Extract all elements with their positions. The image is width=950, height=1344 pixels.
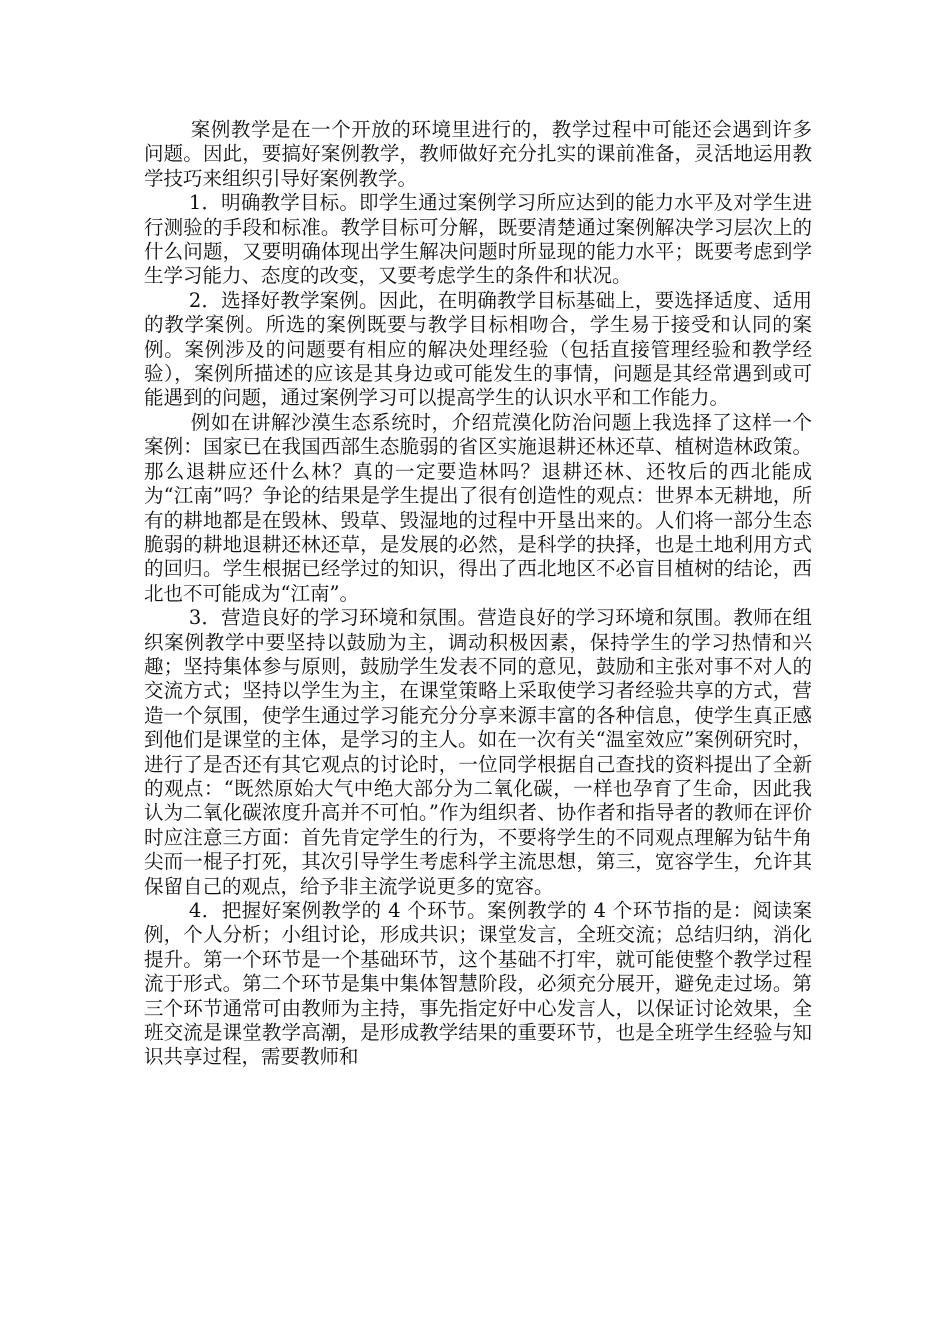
paragraph-intro: 案例教学是在一个开放的环境里进行的，教学过程中可能还会遇到许多问题。因此，要搞好案例教学，教师做好充分扎实的课前准备，灵活地运用教学技巧来组织引导好案例教学。 <box>144 118 812 190</box>
paragraph-point-4: 4．把握好案例教学的 4 个环节。案例教学的 4 个环节指的是：阅读案例，个人分析；小组讨论，形成共识；课堂发言，全班交流；总结归纳，消化提升。第一个环节是一个基础环节，这个基础不打牢，就可能使整个教学过程流于形式。第二个环节是集中集体智慧阶段，必须充分展开，避免走过场。第三个环节通常可由教师为主持，事先指定好中心发言人，以保证讨论效果，全班交流是课堂教学高潮，是形成教学结果的重要环节，也是全班学生经验与知识共享过程，需要教师和 <box>144 899 812 1069</box>
paragraph-point-2: 2．选择好教学案例。因此，在明确教学目标基础上，要选择适度、适用的教学案例。所选的案例既要与教学目标相吻合，学生易于接受和认同的案例。案例涉及的问题要有相应的解决处理经验（包括直接管理经验和教学经验），案例所描述的应该是其身边或可能发生的事情，问题是其经常遇到或可能遇到的问题，通过案例学习可以提高学生的认识水平和工作能力。 <box>144 288 812 410</box>
document-body <box>144 118 812 1070</box>
paragraph-point-3: 3．营造良好的学习环境和氛围。营造良好的学习环境和氛围。教师在组织案例教学中要坚持以鼓励为主，调动积极因素，保持学生的学习热情和兴趣；坚持集体参与原则，鼓励学生发表不同的意见，鼓励和主张对事不对人的交流方式；坚持以学生为主，在课堂策略上采取使学习者经验共享的方式，营造一个氛围，使学生通过学习能充分分享来源丰富的各种信息，使学生真正感到他们是课堂的主体，是学习的主人。如在一次有关“温室效应”案例研究时，进行了是否还有其它观点的讨论时，一位同学根据自己查找的资料提出了全新的观点：“既然原始大气中绝大部分为二氧化碳，一样也孕育了生命，因此我认为二氧化碳浓度升高并不可怕。”作为组织者、协作者和指导者的教师在评价时应注意三方面：首先肯定学生的行为，不要将学生的不同观点理解为钻牛角尖而一棍子打死，其次引导学生考虑科学主流思想，第三，宽容学生，允许其保留自己的观点，给予非主流学说更多的宽容。 <box>144 606 812 898</box>
paragraph-point-1: 1．明确教学目标。即学生通过案例学习所应达到的能力水平及对学生进行测验的手段和标准。教学目标可分解，既要清楚通过案例解决学习层次上的什么问题，又要明确体现出学生解决问题时所显现的能力水平；既要考虑到学生学习能力、态度的改变，又要考虑学生的条件和状况。 <box>144 191 812 288</box>
paragraph-example: 例如在讲解沙漠生态系统时，介绍荒漠化防治问题上我选择了这样一个案例：国家已在我国西部生态脆弱的省区实施退耕还林还草、植树造林政策。那么退耕应还什么林？真的一定要造林吗？退耕还林、还牧后的西北能成为“江南”吗？争论的结果是学生提出了很有创造性的观点：世界本无耕地，所有的耕地都是在毁林、毁草、毁湿地的过程中开垦出来的。人们将一部分生态脆弱的耕地退耕还林还草，是发展的必然，是科学的抉择，也是土地利用方式的回归。学生根据已经学过的知识，得出了西北地区不必盲目植树的结论，西北也不可能成为“江南”。 <box>144 410 812 605</box>
